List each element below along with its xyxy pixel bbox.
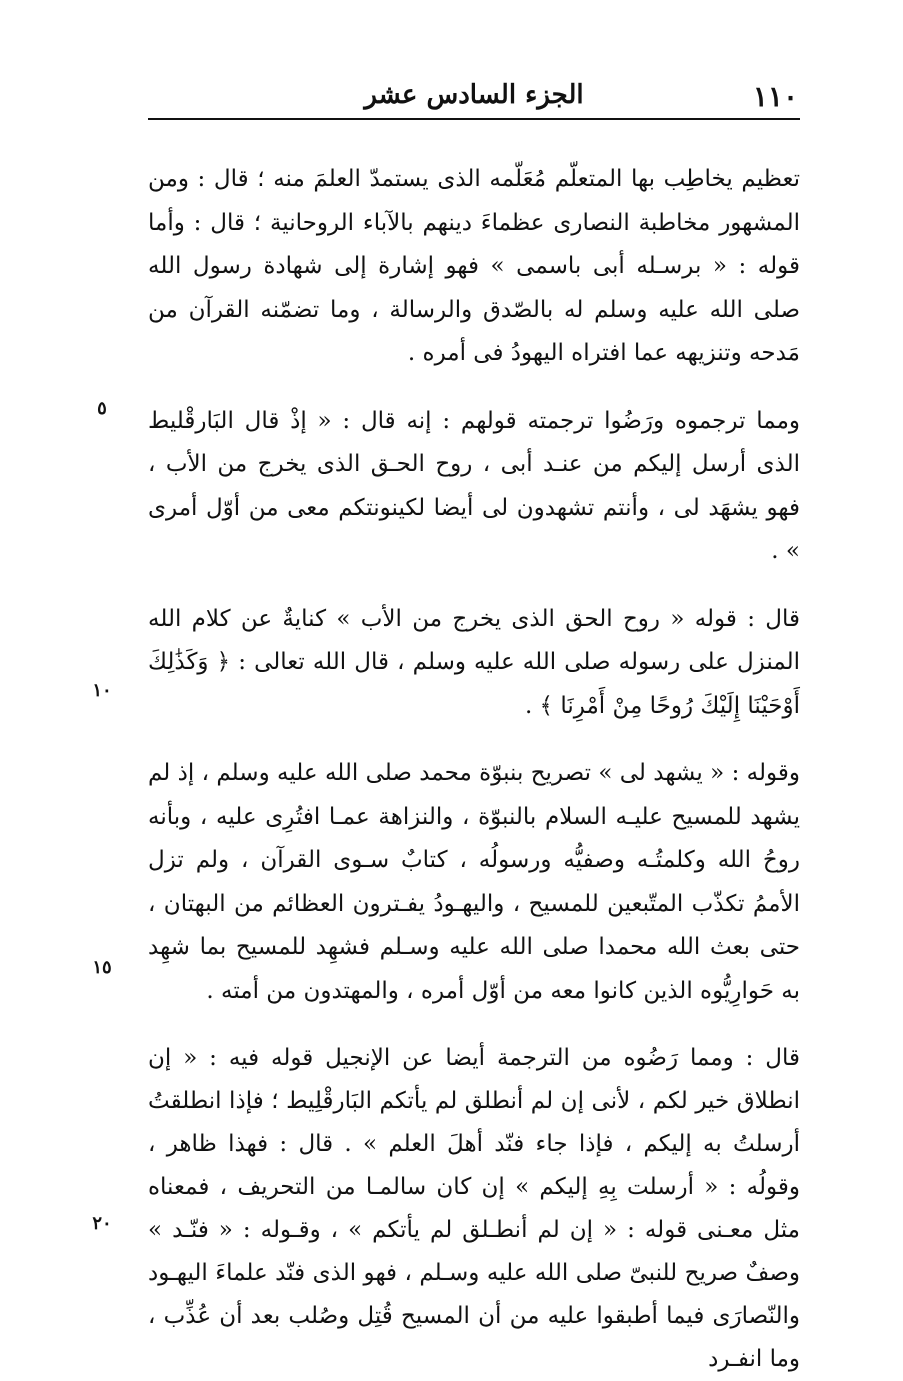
body-text — [148, 158, 800, 1381]
running-title: الجزء السادس عشر — [364, 80, 584, 110]
paragraph-5: قال : ومما رَضُوه من الترجمة أيضا عن الإنجيل قوله فيه : « إن انطلاق خير لكم ، لأنى إن لم أنطلق لم يأتكم البَارقْلِيط ؛ فإذا انطلقتُ أرسلتُ به إليكم ، فإذا جاء فنّد أهلَ العلم » . قال : فهذا ظاهر ، وقولُه : « أرسلت بِهِ إليكم » إن كان سالمـا من التحريف ، فمعناه مثل معـنى قوله : « إن لم أنطـلق لم يأتكم » ، وقـوله : « فنّـد » وصفٌ صريح للنبىّ صلى الله عليه وسـلم ، فهو الذى فنّد علماءَ اليهـود والنّصارَى فيما أطبقوا عليه من أن المسيح قُتِل وصُلب بعد أن عُذِّب ، وما انفـرد — [148, 1045, 800, 1372]
margin-line-number-15: ١٥ — [92, 957, 112, 978]
paragraph-4: وقوله : « يشهد لى » تصريح بنبوّة محمد صلى الله عليه وسلم ، إذ لم يشهد للمسيح عليـه السلام بالنبوّة ، والنزاهة عمـا افتُرِى عليه ، وبأنه روحُ الله وكلمتُـه وصفيُّه ورسولُه ، كتابٌ سـوى القرآن ، ولم تزل الأممُ تكذّب المتّبعين للمسيح ، واليهـودُ يفـترون العظائم من البهتان ، حتى بعث الله محمدا صلى الله عليه وسـلم فشهِد للمسيح بما شهِد به حَوارِيُّوه الذين كانوا معه من أوّل أمره ، والمهتدون من أمته . — [148, 760, 801, 1004]
margin-line-number-10: ١٠ — [92, 680, 112, 701]
paragraph-1: تعظيم يخاطِب بها المتعلّم مُعَلّمه الذى يستمدّ العلمَ منه ؛ قال : ومن المشهور مخاطبة النصارى عظماءَ دينهم بالآباء الروحانية ؛ قال : وأما قوله : « برسـله أبى باسمى » فهو إشارة إلى شهادة رسول الله صلى الله عليه وسلم له بالصّدق والرسالة ، وما تضمّنه القرآن من مَدحه وتنزيهه عما افتراه اليهودُ فى أمره . — [148, 166, 800, 366]
margin-line-number-20: ٢٠ — [92, 1213, 112, 1234]
page-header — [148, 78, 800, 120]
paragraph-2: ومما ترجموه ورَضُوا ترجمته قولهم : إنه قال : « إذْ قال البَارقْليط الذى أرسل إليكم من عنـد أبى ، روح الحـق الذى يخرج من الأب ، فهو يشهَد لى ، وأنتم تشهدون لى أيضا لكينونتكم معى من أوّل أمرى » . — [148, 407, 800, 564]
page-number: ١١٠ — [752, 80, 798, 113]
paragraph-3: قال : قوله « روح الحق الذى يخرج من الأب » كنايةٌ عن كلام الله المنزل على رسوله صلى الله عليه وسلم ، قال الله تعالى : ﴿ وَكَذَٰلِكَ أَوْحَيْنَا إِلَيْكَ رُوحًا مِنْ أَمْرِنَا ﴾ . — [148, 605, 800, 719]
margin-line-number-5: ٥ — [97, 398, 107, 419]
